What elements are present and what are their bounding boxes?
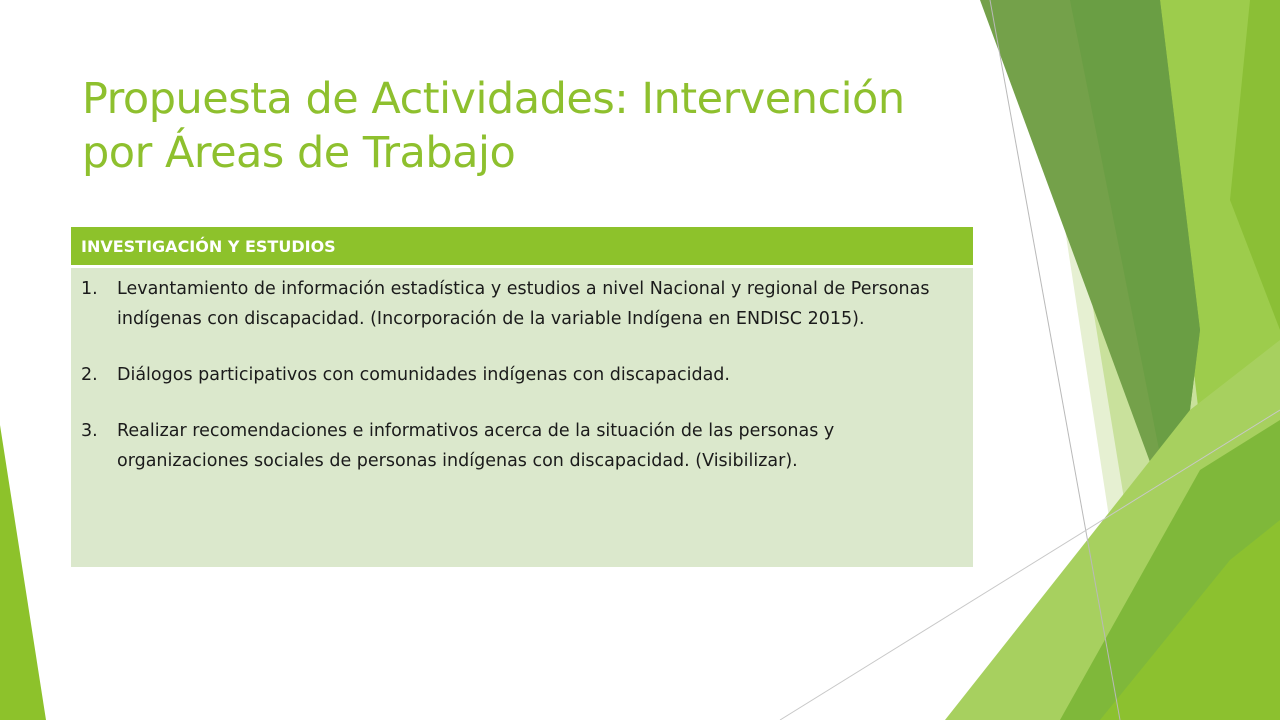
activities-table	[71, 227, 973, 567]
activities-list	[81, 274, 943, 476]
slide-title: Propuesta de Actividades: Intervención por Áreas de Trabajo	[82, 74, 905, 178]
table-body-cell	[71, 267, 973, 568]
table-body-row	[71, 267, 973, 568]
list-item	[81, 360, 943, 390]
list-item-number: 1.	[81, 279, 98, 299]
table-header-row	[71, 227, 973, 267]
list-item-text: Realizar recomendaciones e informativos acerca de la situación de las personas y organizaciones sociales de personas indígenas con discapacidad. (Visibilizar).	[117, 421, 835, 471]
list-item-text: Diálogos participativos con comunidades indígenas con discapacidad.	[117, 365, 730, 385]
list-item-number: 3.	[81, 421, 98, 441]
table-header: INVESTIGACIÓN Y ESTUDIOS	[71, 227, 973, 267]
list-item-text: Levantamiento de información estadística y estudios a nivel Nacional y regional de Personas indígenas con discapacidad. (Incorporación de la variable Indígena en ENDISC 2015).	[117, 279, 930, 329]
list-item	[81, 416, 943, 476]
list-item-number: 2.	[81, 365, 98, 385]
left-facet	[0, 425, 46, 720]
list-item	[81, 274, 943, 334]
